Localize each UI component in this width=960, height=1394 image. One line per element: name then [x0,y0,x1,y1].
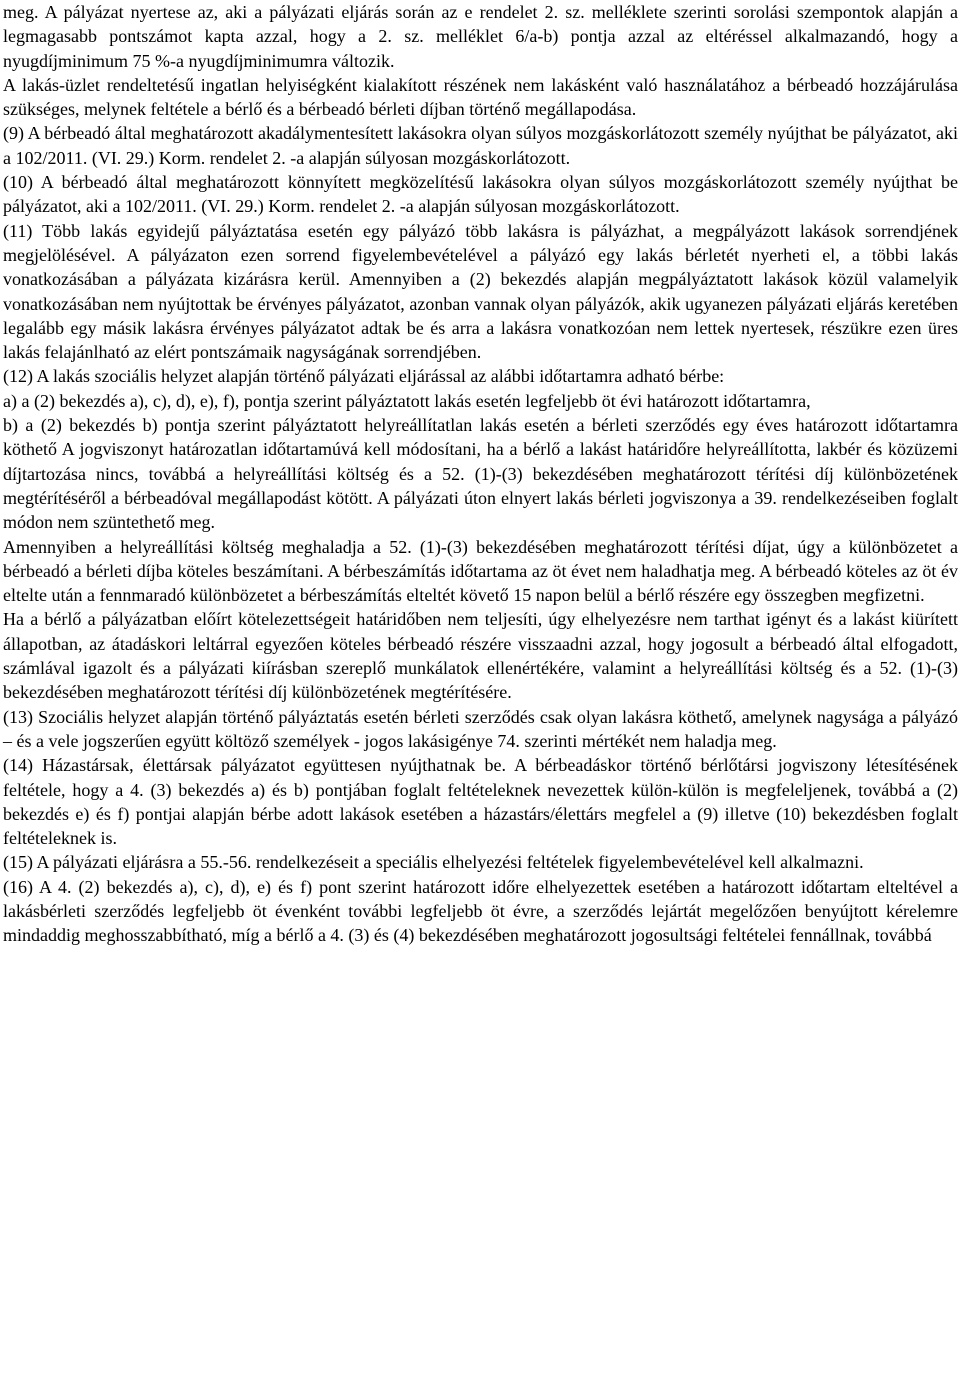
paragraph-11: (11) Több lakás egyidejű pályáztatása esetén egy pályázó több lakásra is pályázhat, a megpályázott lakások sorrendjének megjelölésével. A pályázaton ezen sorrend figyelembevételével a pályázó egy lakás bérletét nyerheti el, a többi lakás vonatkozásában a pályázata kizárásra kerül. Amennyiben a (2) bekezdés alapján megpályáztatott lakások közül valamelyik vonatkozásában nem nyújtottak be érvényes pályázatot, azonban vannak olyan pályázók, akik ugyanezen pályázati eljárás keretében legalább egy másik lakásra érvényes pályázatot adtak be és arra a lakásra vonatkozóan nem lettek nyertesek, részükre ezen üres lakás felajánlható az elért pontszámaik nagyságának sorrendjében. [3,220,958,363]
paragraph-12-a: a) a (2) bekezdés a), c), d), e), f), pontja szerint pályáztatott lakás esetén legfeljebb öt évi határozott időtartamra, [3,390,811,411]
paragraph-restoration-cost: Amennyiben a helyreállítási költség meghaladja a 52. (1)-(3) bekezdésében meghatározott térítési díjat, úgy a különbözetet a bérbeadó a bérleti díjba köteles beszámítani. A bérbeszámítás időtartama az öt évet nem haladhatja meg. A bérbeadó köteles az öt év eltelte után a fennmaradó különbözetet a bérbeszámítás elteltét követő 15 napon belül a bérlő részére egy összegben megfizetni. [3,536,958,606]
paragraph-14: (14) Házastársak, élettársak pályázatot együttesen nyújthatnak be. A bérbeadáskor történő bérlőtársi jogviszony létesítésének feltétele, hogy a 4. (3) bekezdés a) és b) pontjában foglalt feltételeknek nevezettek külön-külön is megfeleljenek, továbbá a (2) bekezdés e) és f) pontjai alapján bérbe adott lakások esetében a házastárs/élettárs megfelel a (9) illetve (10) bekezdésben foglalt feltételeknek is. [3,755,958,849]
paragraph-shop-dwelling: A lakás-üzlet rendeltetésű ingatlan helyiségként kialakított részének nem lakásként való használatához a bérbeadó hozzájárulása szükséges, melynek feltétele a bérlő és a bérbeadó bérleti díjban történő megállapodása. [3,74,958,120]
paragraph-10: (10) A bérbeadó által meghatározott könnyített megközelítésű lakásokra olyan súlyos mozgáskorlátozott személy nyújthat be pályázatot, aki a 102/2011. (VI. 29.) Korm. rendelet 2. -a alapján súlyosan mozgáskorlátozott. [3,172,958,217]
paragraph-9: (9) A bérbeadó által meghatározott akadálymentesített lakásokra olyan súlyos mozgáskorlátozott személy nyújthat be pályázatot, aki a 102/2011. (VI. 29.) Korm. rendelet 2. -a alapján súlyosan mozgáskorlátozott. [3,123,958,168]
paragraph-obligations: Ha a bérlő a pályázatban előírt kötelezettségeit határidőben nem teljesíti, úgy elhelyezésre nem tarthat igényt és a lakást kiürített állapotban, az átadáskori leltárral egyezően köteles bérbeadó részére visszaadni azzal, hogy jogosult a bérbeadó által elfogadott, számlával igazolt és a pályázati kiírásban szereplő munkálatok ellenértékére, valamint a helyreállítási költség és a 52. (1)-(3) bekezdésében meghatározott térítési díj különbözetének megtérítésére. [3,609,958,703]
paragraph-12: (12) A lakás szociális helyzet alapján történő pályázati eljárással az alábbi időtartamra adható bérbe: [3,366,725,387]
paragraph-13: (13) Szociális helyzet alapján történő pályáztatás esetén bérleti szerződés csak olyan lakásra köthető, amelynek nagysága a pályázó – és a vele jogszerűen együtt költöző személyek - jogos lakásigénye 74. szerinti mértékét nem haladja meg. [3,706,958,751]
paragraph-15: (15) A pályázati eljárásra a 55.-56. rendelkezéseit a speciális elhelyezési feltételek figyelembevételével kell alkalmazni. [3,852,864,873]
paragraph-continuation: meg. A pályázat nyertese az, aki a pályázati eljárás során az e rendelet 2. sz. melléklete szerinti sorolási szempontok alapján a legmagasabb pontszámot kapta azzal, hogy a 2. sz. melléklet 6/a-b) pontja azzal az eltéréssel alkalmazandó, hogy a nyugdíjminimum 75 %-a nyugdíjminimumra változik. [3,2,958,71]
paragraph-16: (16) A 4. (2) bekezdés a), c), d), e) és f) pont szerint határozott időre elhelyezettek esetében a határozott időtartam elteltével a lakásbérleti szerződés legfeljebb öt évenként további legfeljebb öt évre, a szerződés lejártát megelőzően benyújtott kérelemre mindaddig meghosszabbítható, míg a bérlő a 4. (3) és (4) bekezdésében meghatározott jogosultsági feltételei fennállnak, továbbá [3,876,958,946]
paragraph-12-b: b) a (2) bekezdés b) pontja szerint pályáztatott helyreállítatlan lakás esetén a bérleti szerződés egy éves határozott időtartamra köthető A jogviszonyt határozatlan időtartamúvá kell módosítani, ha a bérlő a lakást határidőre helyreállította, lakbér és közüzemi díjtartozása nincs, továbbá a helyreállítási költség és a 52. (1)-(3) bekezdésében meghatározott térítési díj különbözetének megtérítéséről a bérbeadóval megállapodást kötött. A pályázati úton elnyert lakás bérleti jogviszonya a 39. rendelkezéseiben foglalt módon nem szüntethető meg. [3,415,958,533]
